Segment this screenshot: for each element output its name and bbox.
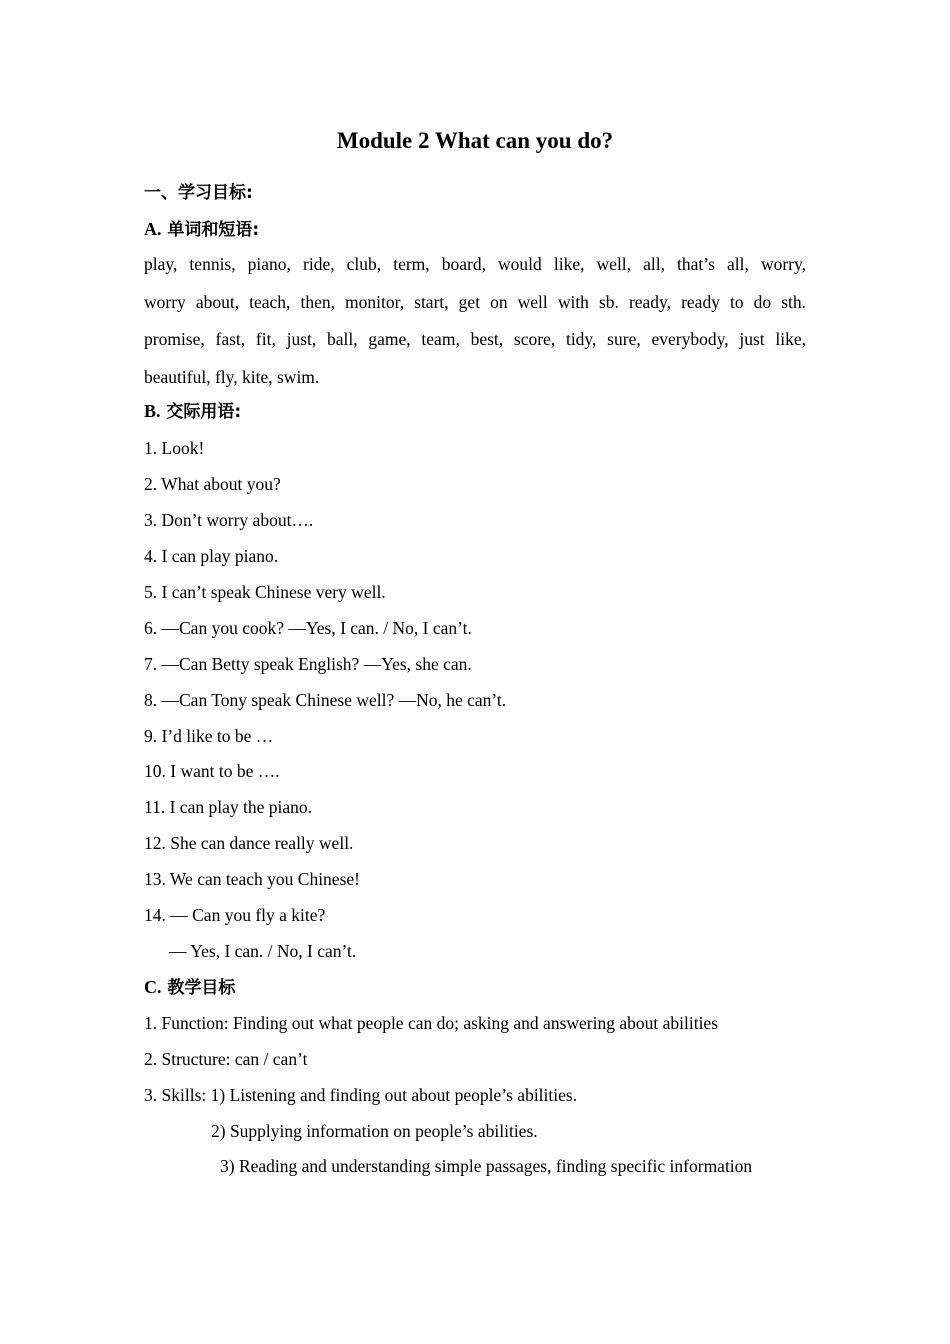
phrase-item: 10. I want to be …. [144,761,280,781]
phrase-item: 4. I can play piano. [144,546,279,566]
phrase-item: 13. We can teach you Chinese! [144,869,360,889]
phrase-item: 8. —Can Tony speak Chinese well? —No, he can’t. [144,690,507,710]
section-c-title: 教学目标 [161,978,236,998]
phrase-item: 5. I can’t speak Chinese very well. [144,582,386,602]
teaching-goal-item: 1. Function: Finding out what people can do; asking and answering about abilities [144,1013,719,1033]
section-c-prefix: C. [144,977,162,997]
phrase-item: 9. I’d like to be … [144,726,274,746]
phrase-item: 14. — Can you fly a kite? [144,905,326,925]
phrase-item: 11. I can play the piano. [144,797,312,817]
vocabulary-line: play, tennis, piano, ride, club, term, board, would like, well, all, that’s all, worry, [144,254,806,274]
section-a-title: 单词和短语: [161,220,260,240]
vocabulary-line: promise, fast, fit, just, ball, game, team, best, score, tidy, sure, everybody, just like, [144,329,806,349]
teaching-goal-item: 3. Skills: 1) Listening and finding out about people’s abilities. [144,1085,578,1105]
section-c-heading [144,975,235,1000]
section-b-heading [144,399,241,424]
phrase-item: 1. Look! [144,438,205,458]
phrase-item: 2. What about you? [144,474,281,494]
section-a-heading [144,217,259,242]
section-a-prefix: A. [144,219,162,239]
phrase-item: 6. —Can you cook? —Yes, I can. / No, I can’t. [144,618,472,638]
section-b-prefix: B. [144,401,161,421]
phrase-item: 7. —Can Betty speak English? —Yes, she can. [144,654,472,674]
teaching-goal-item: 2. Structure: can / can’t [144,1049,308,1069]
section-learning-goals-heading: 一、学习目标: [144,183,253,203]
phrase-item: 3. Don’t worry about…. [144,510,314,530]
page-title: Module 2 What can you do? [336,128,614,153]
vocabulary-line: beautiful, fly, kite, swim. [144,367,320,387]
teaching-goal-subitem: 2) Supplying information on people’s abilities. [211,1121,538,1141]
phrase-item: 12. She can dance really well. [144,833,354,853]
teaching-goal-subitem: 3) Reading and understanding simple passages, finding specific information [220,1156,753,1176]
vocabulary-line: worry about, teach, then, monitor, start, get on well with sb. ready, ready to do sth. [144,292,806,312]
section-b-title: 交际用语: [160,402,242,422]
phrase-item-answer: — Yes, I can. / No, I can’t. [169,941,357,961]
